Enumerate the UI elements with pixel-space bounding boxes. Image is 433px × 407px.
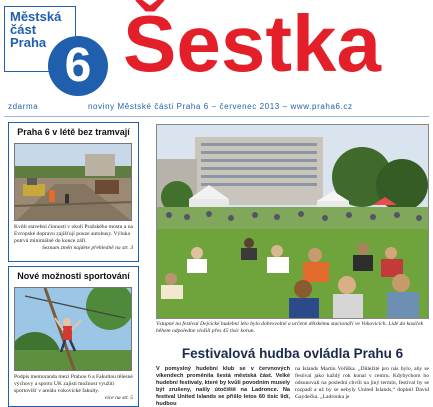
sidebar-box-reference: více na str. 5: [104, 395, 133, 401]
article-lead: V pomyslný hudební klub se v červnových víkendech proměnila šestá městská část. Velké hudební festivaly, které by kvůli povodním musely být zrušeny, našly útočiště na Ladronce. Na festival United Islands se přišlo letos 60 tisíc lidí, hudbou: [156, 366, 290, 407]
logo-number-badge: 6: [48, 36, 108, 96]
sidebar-box-title: Nové možnosti sportování: [17, 271, 130, 281]
article-body: na Islands Martin Voříška. „Důležité pro nás bylo, aby se festival jako každý rok konal v centru. Kdybychom ho odsunovali na poslední chvíli na jiný termín, festival by se rozpadl a už by se nebyly United Islands,“ doplnil David Gaydečka. „Ladronka je: [295, 366, 429, 400]
logo-line: Městská: [10, 9, 62, 24]
newspaper-title: Šestka: [123, 0, 381, 88]
price-label: zdarma: [8, 102, 39, 111]
construction-photo-image: [15, 144, 132, 221]
festival-photo-image: [157, 125, 429, 319]
photo-caption: Vstupné na festival Dejvické hudební léto bylo dobrovolné a určené dětskému stacionáři ve Vokovicích. Lidé do kasiček během odpoledne vložili přes 45 tisíc korun.: [156, 321, 424, 334]
sidebar-box-title: Praha 6 v létě bez tramvají: [17, 127, 130, 137]
sidebar-box-body: Podpis memoranda mezi Prahou 6 a Fakultou tělesné výchovy a sportu UK zajistí možnost využití sportovišť v areálu vokovické fakulty.: [14, 374, 133, 394]
climbing-photo-image: [15, 288, 132, 371]
festival-photo: [156, 124, 429, 319]
sidebar-box-text: [14, 374, 133, 402]
sidebar-box-reference: Seznam změn najdete přehledně na str. 3: [42, 245, 133, 251]
article-headline: Festivalová hudba ovládla Prahu 6: [181, 346, 404, 361]
header-divider: [4, 116, 429, 117]
climbing-photo: [14, 287, 132, 371]
logo-line: Praha: [10, 35, 47, 50]
issue-dateline: noviny Městské části Praha 6 – červenec 2013 – www.praha6.cz: [88, 102, 353, 111]
logo-line: část: [10, 22, 37, 37]
construction-photo: [14, 143, 132, 221]
sidebar-box-sports: [8, 266, 139, 407]
sidebar-box-trams: [8, 122, 139, 262]
sidebar-box-text: [14, 224, 133, 252]
info-bar: [4, 101, 429, 113]
sidebar-box-body: Kvůli stavební činnosti v okolí Pražského mostu a na Evropské dopravu zajišťují pouze autobusy. Výluka potrvá minimálně do konce září.: [14, 224, 134, 244]
